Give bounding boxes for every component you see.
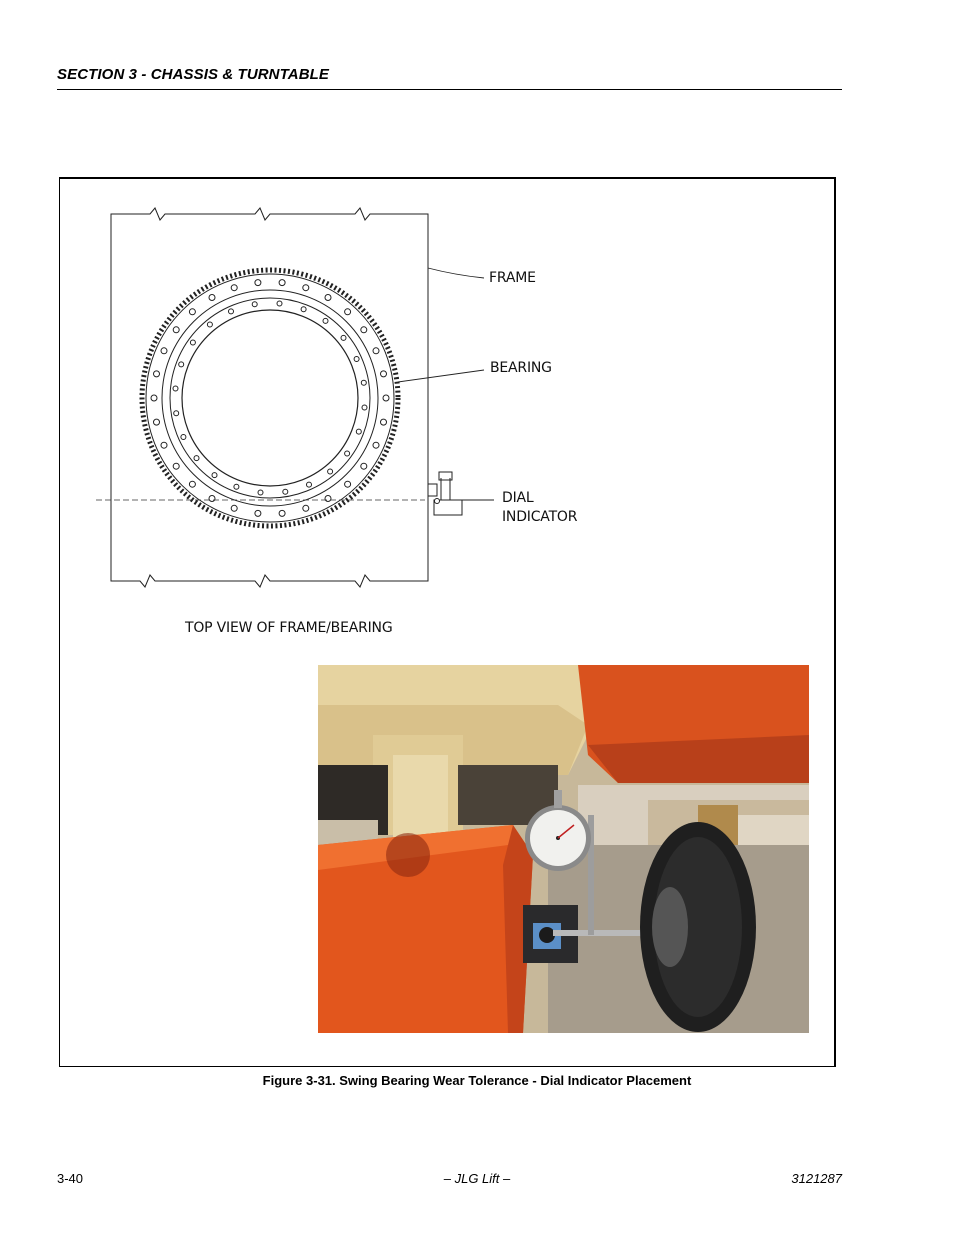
bolt-hole bbox=[345, 481, 351, 487]
bolt-hole bbox=[151, 395, 157, 401]
bolt-hole bbox=[181, 435, 186, 440]
bolt-hole bbox=[161, 442, 167, 448]
bolt-hole bbox=[361, 380, 366, 385]
bolt-hole bbox=[252, 302, 257, 307]
frame-label: FRAME bbox=[489, 270, 536, 286]
bolt-hole bbox=[381, 371, 387, 377]
bolt-hole bbox=[173, 463, 179, 469]
bolt-hole bbox=[307, 482, 312, 487]
figure-caption: Figure 3-31. Swing Bearing Wear Tolerance - Dial Indicator Placement bbox=[262, 1073, 692, 1088]
bolt-hole bbox=[361, 463, 367, 469]
bolt-hole bbox=[174, 411, 179, 416]
bolt-hole bbox=[323, 318, 328, 323]
dial-indicator-symbol bbox=[428, 472, 462, 515]
bolt-hole bbox=[354, 357, 359, 362]
bolt-hole bbox=[258, 490, 263, 495]
bolt-hole bbox=[303, 505, 309, 511]
bolt-hole bbox=[255, 280, 261, 286]
bolt-hole bbox=[173, 386, 178, 391]
page-number: 3-40 bbox=[57, 1171, 84, 1186]
bearing-label: BEARING bbox=[490, 360, 552, 376]
bolt-hole bbox=[345, 309, 351, 315]
bolt-hole bbox=[209, 496, 215, 502]
bolt-holes bbox=[151, 280, 389, 517]
bolt-hole bbox=[231, 505, 237, 511]
bolt-hole bbox=[362, 405, 367, 410]
bolt-hole bbox=[283, 489, 288, 494]
publisher-footer: – JLG Lift – bbox=[443, 1171, 511, 1186]
dial-label-line2: INDICATOR bbox=[502, 509, 578, 525]
bolt-hole bbox=[373, 348, 379, 354]
bolt-hole bbox=[303, 285, 309, 291]
bolt-hole bbox=[361, 327, 367, 333]
bolt-hole bbox=[325, 295, 331, 301]
bolt-hole bbox=[345, 451, 350, 456]
bolt-hole bbox=[189, 309, 195, 315]
bolt-hole bbox=[383, 395, 389, 401]
bolt-hole bbox=[279, 280, 285, 286]
bolt-hole bbox=[207, 322, 212, 327]
dial-label-line1: DIAL bbox=[502, 490, 534, 506]
bolt-hole bbox=[381, 419, 387, 425]
bolt-hole bbox=[194, 456, 199, 461]
bolt-hole bbox=[234, 484, 239, 489]
section-header: SECTION 3 - CHASSIS & TURNTABLE bbox=[57, 66, 330, 83]
bolt-hole bbox=[154, 419, 160, 425]
bolt-hole bbox=[189, 481, 195, 487]
bolt-hole bbox=[341, 335, 346, 340]
bolt-hole bbox=[231, 285, 237, 291]
bolt-hole bbox=[154, 371, 160, 377]
bearing-gear bbox=[142, 270, 398, 526]
leader-lines bbox=[398, 268, 494, 500]
bolt-hole bbox=[277, 301, 282, 306]
document-number: 3121287 bbox=[791, 1171, 842, 1186]
bolt-hole bbox=[190, 340, 195, 345]
dial-indicator-photo bbox=[318, 665, 809, 1033]
bolt-hole bbox=[212, 473, 217, 478]
bolt-hole bbox=[301, 307, 306, 312]
bolt-hole bbox=[161, 348, 167, 354]
bolt-hole bbox=[255, 510, 261, 516]
bolt-hole bbox=[279, 510, 285, 516]
bolt-hole bbox=[356, 429, 361, 434]
bolt-hole bbox=[179, 362, 184, 367]
bolt-hole bbox=[325, 496, 331, 502]
bolt-hole bbox=[209, 295, 215, 301]
bolt-hole bbox=[328, 469, 333, 474]
bolt-hole bbox=[173, 327, 179, 333]
diagram-view-title: TOP VIEW OF FRAME/BEARING bbox=[185, 620, 393, 636]
bolt-hole bbox=[229, 309, 234, 314]
frame-outline bbox=[111, 208, 428, 587]
bolt-hole bbox=[373, 442, 379, 448]
